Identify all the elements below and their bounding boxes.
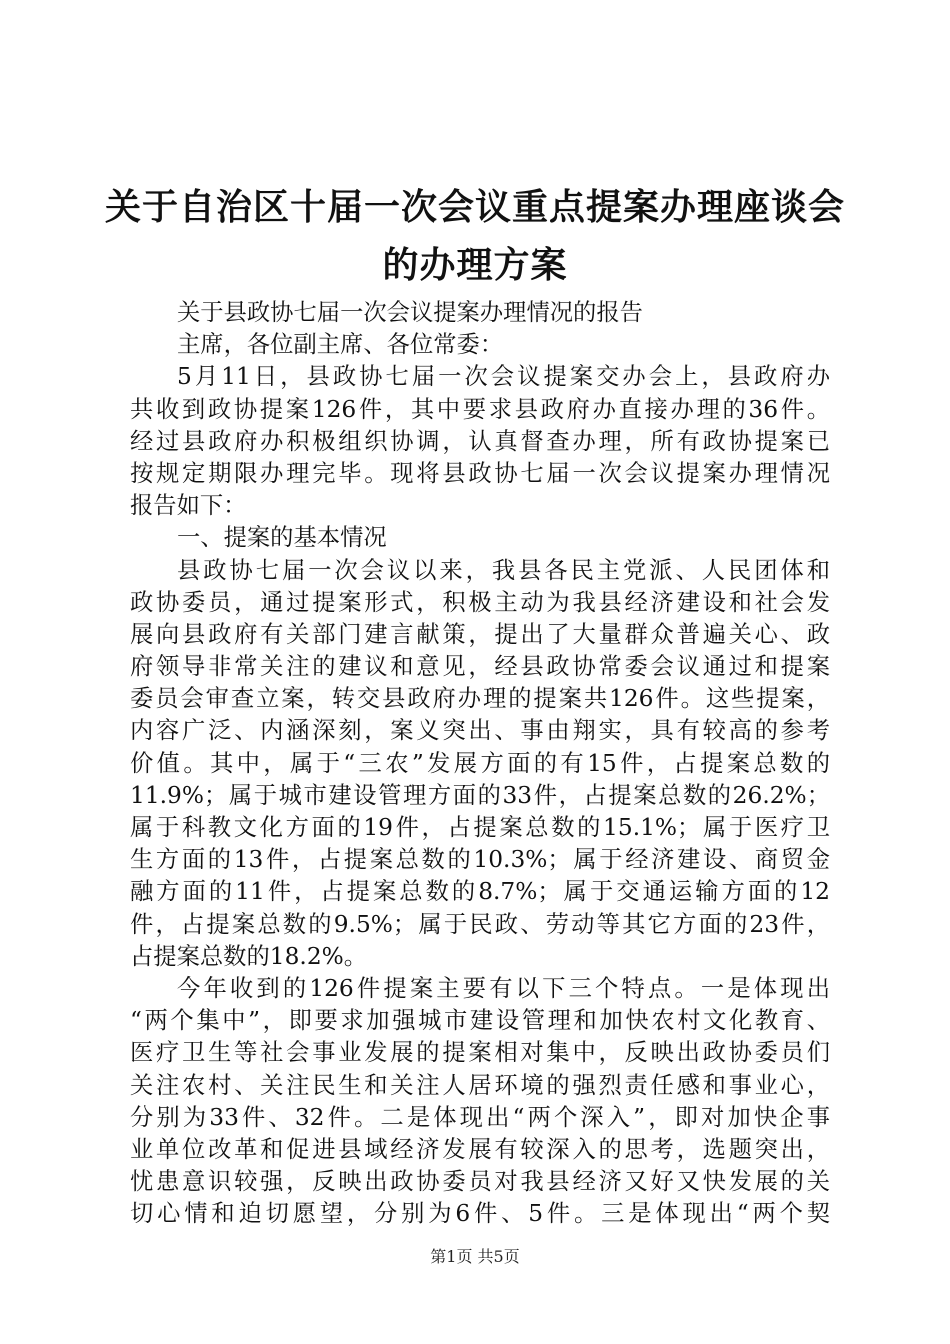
body-text-line: 政协委员，通过提案形式，积极主动为我县经济建设和社会发 <box>130 588 830 616</box>
body-text-line: 切心情和迫切愿望，分别为6件、5件。三是体现出“两个契 <box>130 1200 830 1228</box>
body-text-line: 融方面的11件，占提案总数的8.7%；属于交通运输方面的12 <box>130 878 830 906</box>
document-body <box>130 297 830 1230</box>
body-text-line: 生方面的13件，占提案总数的10.3%；属于经济建设、商贸金 <box>130 846 830 874</box>
body-text-line: 关于县政协七届一次会议提案办理情况的报告 <box>177 299 643 326</box>
body-text-line: 忧患意识较强，反映出政协委员对我县经济又好又快发展的关 <box>130 1168 830 1196</box>
body-text-line: 今年收到的126件提案主要有以下三个特点。一是体现出 <box>177 974 830 1002</box>
body-text-line: 5月11日，县政协七届一次会议提案交办会上，县政府办 <box>177 363 830 391</box>
body-text-line: 县政协七届一次会议以来，我县各民主党派、人民团体和 <box>177 556 830 584</box>
body-text-line: 业单位改革和促进县域经济发展有较深入的思考，选题突出， <box>130 1135 830 1163</box>
page-footer: 第1页 共5页 <box>430 1247 520 1266</box>
body-text-line: 一、提案的基本情况 <box>177 524 387 552</box>
body-text-line: 委员会审查立案，转交县政府办理的提案共126件。这些提案， <box>130 685 830 713</box>
body-text-line: 主席，各位副主席、各位常委： <box>177 331 504 359</box>
body-text-line: 11.9%；属于城市建设管理方面的33件，占提案总数的26.2%； <box>130 781 830 809</box>
document-title-line-1: 关于自治区十届一次会议重点提案办理座谈会 <box>104 187 845 228</box>
body-text-line: 府领导非常关注的建议和意见，经县政协常委会议通过和提案 <box>130 653 830 681</box>
body-text-line: 分别为33件、32件。二是体现出“两个深入”，即对加快企事 <box>130 1103 830 1131</box>
body-text-line: 关注农村、关注民生和关注人居环境的强烈责任感和事业心， <box>130 1071 830 1099</box>
body-text-line: 按规定期限办理完毕。现将县政协七届一次会议提案办理情况 <box>130 459 830 487</box>
body-text-line: 医疗卫生等社会事业发展的提案相对集中，反映出政协委员们 <box>130 1039 830 1067</box>
document-title-line-2: 的办理方案 <box>382 245 568 286</box>
body-text-line: 属于科教文化方面的19件，占提案总数的15.1%；属于医疗卫 <box>130 814 830 841</box>
body-text-line: 价值。其中，属于“三农”发展方面的有15件，占提案总数的 <box>130 749 830 777</box>
body-text-line: 经过县政府办积极组织协调，认真督查办理，所有政协提案已 <box>130 427 830 455</box>
body-text-line: “两个集中”，即要求加强城市建设管理和加快农村文化教育、 <box>130 1007 830 1035</box>
body-text-line: 内容广泛、内涵深刻，案义突出、事由翔实，具有较高的参考 <box>130 717 830 745</box>
body-text-line: 占提案总数的18.2%。 <box>130 942 368 970</box>
body-text-line: 件，占提案总数的9.5%；属于民政、劳动等其它方面的23件， <box>130 910 830 938</box>
body-text-line: 展向县政府有关部门建言献策，提出了大量群众普遍关心、政 <box>130 620 830 648</box>
body-text-line: 报告如下： <box>130 492 247 520</box>
body-text-line: 共收到政协提案126件，其中要求县政府办直接办理的36件。 <box>130 395 830 423</box>
